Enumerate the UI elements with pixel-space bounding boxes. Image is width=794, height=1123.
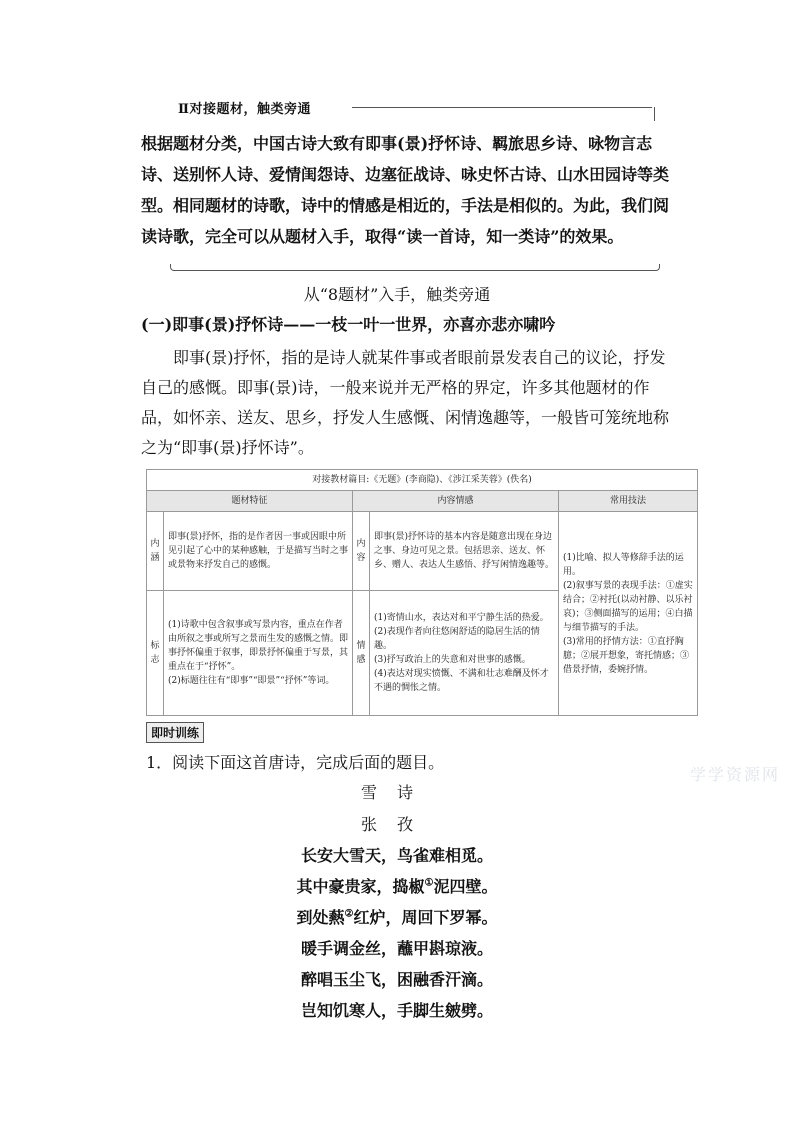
poem-line-1: 长安大雪天，鸟雀难相觅。 <box>300 846 493 865</box>
box-top-border <box>352 107 652 108</box>
row-label-content: 内容 <box>353 512 370 591</box>
poem-line-3 <box>0 905 794 928</box>
poem-title: 雪诗 <box>360 783 433 802</box>
sub-title: (一)即事(景)抒怀诗——一枝一叶一世界，亦喜亦悲亦啸吟 <box>141 315 556 334</box>
body-paragraph: 即事(景)抒怀，指的是诗人就某件事或者眼前景发表自己的议论，抒发自己的感慨。即事(景)诗，一般来说并无严格的界定，许多其他题材的作品，如怀亲、送友、思乡，抒发人生感慨、闲情逸趣等，一般皆可笼统地称之为“即事(景)抒怀诗”。 <box>141 348 670 457</box>
cell-content: 即事(景)抒怀诗的基本内容是随意出现在身边之事、身边可见之景。包括思亲、送友、怀乡、赠人、表达人生感悟、抒写闲情逸趣等。 <box>370 512 559 591</box>
poem-line-4: 暖手调金丝，蘸甲斟琼液。 <box>300 939 493 958</box>
row-label-sign: 标志 <box>147 591 164 716</box>
cell-techniques: (1)比喻、拟人等修辞手法的运用。 (2)叙事写景的表现手法：①虚实结合；②衬托(以动衬静、以乐衬哀)；③侧面描写的运用；④白描与细节描写的手法。 (3)常用的抒情方法：①直抒胸臆；②展开想象，寄托情感；③借景抒情，委婉抒情。 <box>559 512 698 716</box>
header-feature: 题材特征 <box>147 491 353 512</box>
poem-line-3-b: 红炉，周回下罗幂。 <box>353 908 498 927</box>
row-label-connotation: 内涵 <box>147 512 164 591</box>
box-right-border <box>654 107 655 121</box>
section-title: 从“8题材”入手，触类旁通 <box>303 285 491 304</box>
practice-tag: 即时训练 <box>146 722 204 743</box>
poem-line-2 <box>0 874 794 897</box>
poem-author: 张孜 <box>360 815 433 834</box>
poem-line-3-a: 到处爇 <box>296 908 345 927</box>
cell-connotation: 即事(景)抒怀，指的是作者因一事或因眼中所见引起了心中的某种感触，于是描写当时之事或景物来抒发自己的感慨。 <box>164 512 353 591</box>
header-techniques: 常用技法 <box>559 491 698 512</box>
watermark: 学学资源网 <box>690 765 781 784</box>
table-caption: 对接教材篇目:《无题》(李商隐)、《涉江采芙蓉》(佚名) <box>147 470 698 491</box>
theme-table <box>146 469 698 716</box>
footnote-1: ① <box>424 877 434 889</box>
cell-emotion: (1)寄情山水，表达对和平宁静生活的热爱。 (2)表现作者向往悠闲舒适的隐居生活的情趣。 (3)抒写政治上的失意和对世事的感慨。 (4)表达对现实愤慨、不满和壮志难酬及怀才不遇的惆怅之情。 <box>370 591 559 716</box>
box-title: Ⅱ对接题材，触类旁通 <box>178 102 311 117</box>
question-1: 1．阅读下面这首唐诗，完成后面的题目。 <box>146 753 445 772</box>
row-label-emotion: 情感 <box>353 591 370 716</box>
footnote-2: ② <box>344 908 354 920</box>
poem-line-6: 岂知饥寒人，手脚生皴劈。 <box>300 1001 493 1020</box>
box-bottom-border <box>170 264 660 271</box>
poem-line-2-b: 泥四壁。 <box>433 877 498 896</box>
poem-line-2-a: 其中豪贵家，捣椒 <box>296 877 425 896</box>
cell-sign: (1)诗歌中包含叙事或写景内容，重点在作者由所叙之事或所写之景而生发的感慨之情。即事抒怀偏重于叙事，即景抒怀偏重于写景，其重点在于“抒怀”。 (2)标题往往有“即事”“即景”“抒怀”等词。 <box>164 591 353 716</box>
poem-line-5: 醉唱玉尘飞，困融香汗滴。 <box>300 970 493 989</box>
header-content: 内容情感 <box>353 491 559 512</box>
box-intro: 根据题材分类，中国古诗大致有即事(景)抒怀诗、羁旅思乡诗、咏物言志诗、送别怀人诗、爱情闺怨诗、边塞征战诗、咏史怀古诗、山水田园诗等类型。相同题材的诗歌，诗中的情感是相近的，手法是相似的。为此，我们阅读诗歌，完全可以从题材入手，取得“读一首诗，知一类诗”的效果。 <box>141 134 670 246</box>
